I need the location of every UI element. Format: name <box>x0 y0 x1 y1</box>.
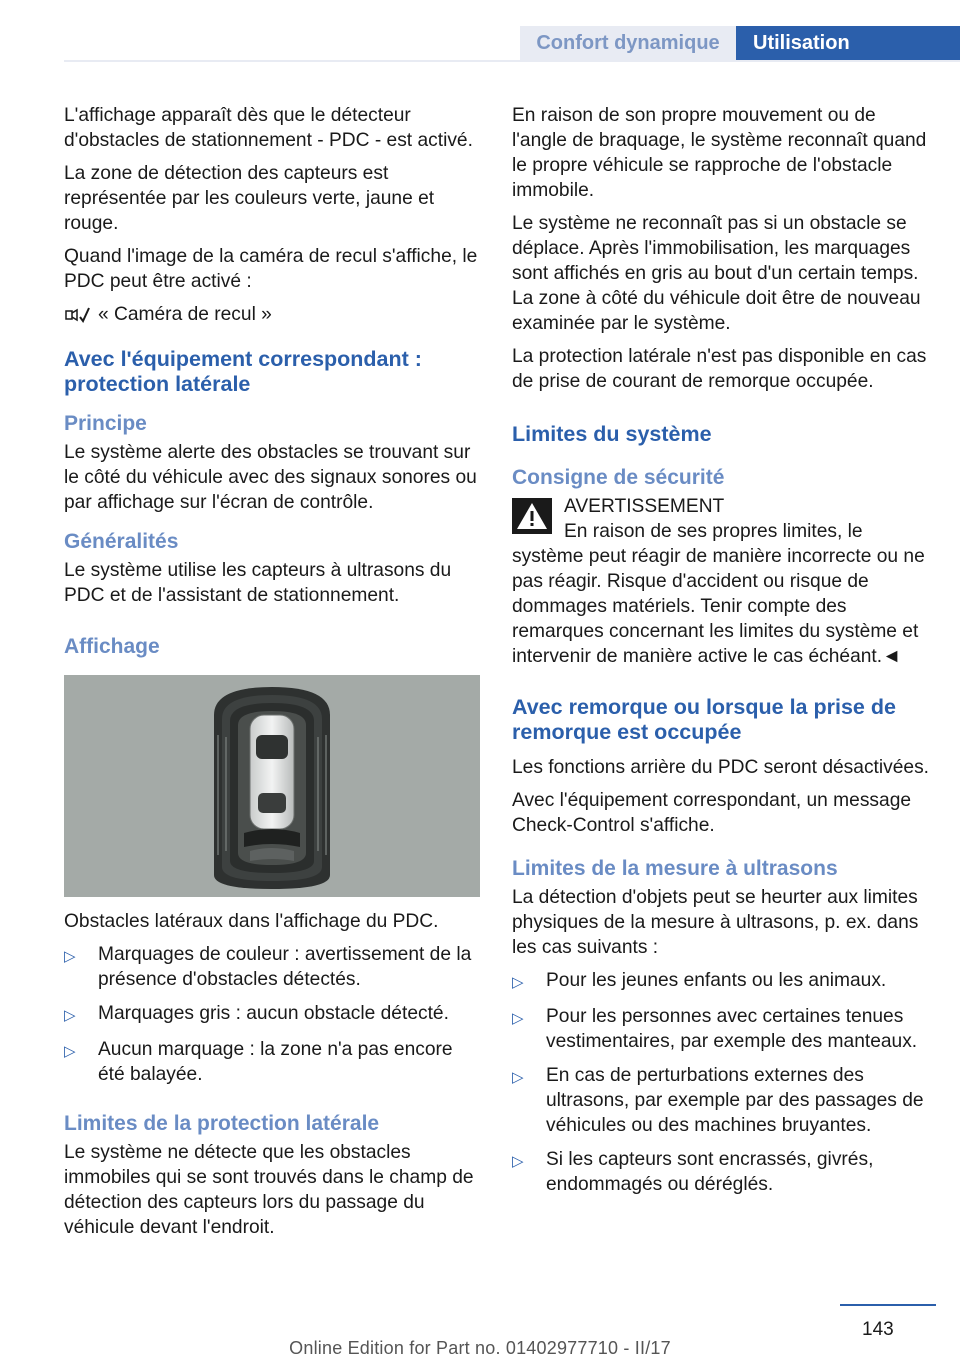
footer-divider <box>840 1304 936 1306</box>
heading-principe: Principe <box>64 412 147 435</box>
heading-protection: Avec l'équipement correspondant : protection latérale <box>64 347 422 396</box>
heading-remorque: Avec remorque ou lorsque la prise de remorque est occupée <box>512 695 896 744</box>
heading-limites: Limites du système <box>512 422 712 446</box>
list-item <box>64 1037 482 1087</box>
list-item-text: Marquages de couleur : avertissement de la présence d'obstacles détectés. <box>98 944 472 990</box>
right-column <box>512 103 934 1206</box>
figure-caption: Obstacles latéraux dans l'affichage du PDC. <box>64 911 439 932</box>
bullet-triangle-icon: ▷ <box>64 948 76 965</box>
heading-limites-protection: Limites de la protection latérale <box>64 1112 380 1135</box>
list-item <box>64 942 482 992</box>
list-item-text: Aucun marquage : la zone n'a pas encore été balayée. <box>98 1039 453 1085</box>
warning-triangle-icon <box>512 498 552 534</box>
heading-generalites: Généralités <box>64 530 179 553</box>
paragraph: En raison de son propre mouvement ou de l'angle de braquage, le système reconnaît quand le propre véhicule se rapproche de l'obstacle immobile. <box>512 105 927 201</box>
list-item <box>512 1004 934 1054</box>
list-item <box>512 1063 934 1138</box>
heading-consigne: Consigne de sécurité <box>512 466 725 489</box>
rear-camera-icon <box>64 305 90 325</box>
page-number: 143 <box>862 1319 894 1340</box>
paragraph: La détection d'objets peut se heurter aux limites physiques de la mesure à ultrasons, p. ex. dans les cas suivants : <box>512 887 919 958</box>
paragraph: Le système ne reconnaît pas si un obstacle se déplace. Après l'immobilisation, les marquages sont affichés en gris au bout d'un certain temps. La zone à côté du véhicule doit être de nouveau examinée par le système. <box>512 213 921 334</box>
paragraph: Le système alerte des obstacles se trouvant sur le côté du véhicule avec des signaux sonores ou par affichage sur l'écran de contrôle. <box>64 442 477 513</box>
list-item <box>512 968 934 995</box>
bullet-triangle-icon: ▷ <box>512 1153 524 1170</box>
heading-affichage: Affichage <box>64 635 160 658</box>
pdc-display-figure <box>64 675 480 897</box>
header-divider <box>64 60 960 62</box>
bullet-triangle-icon: ▷ <box>512 974 524 991</box>
paragraph: La protection latérale n'est pas disponible en cas de prise de courant de remorque occupée. <box>512 346 927 392</box>
camera-line <box>64 302 482 327</box>
list-item-text: Pour les personnes avec certaines tenues vestimentaires, par exemple des manteaux. <box>546 1006 918 1052</box>
paragraph: L'affichage apparaît dès que le détecteur d'obstacles de stationnement - PDC - est activé. <box>64 105 473 151</box>
left-column <box>64 103 482 1248</box>
paragraph: Le système ne détecte que les obstacles immobiles qui se sont trouvés dans le champ de détection des capteurs lors du passage du véhicule devant l'endroit. <box>64 1142 474 1238</box>
bullet-list <box>512 968 934 1197</box>
camera-label: « Caméra de recul » <box>98 304 272 325</box>
paragraph: Les fonctions arrière du PDC seront désactivées. <box>512 757 930 778</box>
bullet-triangle-icon: ▷ <box>64 1007 76 1024</box>
warning-text: En raison de ses propres limites, le système peut réagir de manière incorrecte ou ne pas réagir. Risque d'accident ou risque de dommages matériels. Tenir compte des remarques concernant les limites du système et intervenir de manière active le cas échéant.◄ <box>512 521 925 667</box>
paragraph: Avec l'équipement correspondant, un message Check-Control s'affiche. <box>512 790 912 836</box>
warning-title: AVERTISSEMENT <box>564 496 725 517</box>
list-item-text: En cas de perturbations externes des ultrasons, par exemple par des passages de véhicules ou des machines bruyantes. <box>546 1065 924 1136</box>
list-item-text: Pour les jeunes enfants ou les animaux. <box>546 970 887 991</box>
list-item <box>512 1147 934 1197</box>
section-tab: Confort dynamique <box>520 26 736 61</box>
paragraph: Quand l'image de la caméra de recul s'affiche, le PDC peut être activé : <box>64 246 478 292</box>
pdc-car-illustration <box>64 675 480 897</box>
warning-block <box>512 494 934 669</box>
paragraph: La zone de détection des capteurs est représentée par les couleurs verte, jaune et rouge. <box>64 163 435 234</box>
list-item-text: Si les capteurs sont encrassés, givrés, endommagés ou déréglés. <box>546 1149 874 1195</box>
list-item <box>64 1001 482 1028</box>
list-item-text: Marquages gris : aucun obstacle détecté. <box>98 1003 449 1024</box>
heading-ultrasons: Limites de la mesure à ultrasons <box>512 857 838 880</box>
bullet-triangle-icon: ▷ <box>512 1069 524 1086</box>
footer-edition: Online Edition for Part no. 01402977710 - II/17 <box>289 1338 671 1358</box>
bullet-triangle-icon: ▷ <box>64 1043 76 1060</box>
paragraph: Le système utilise les capteurs à ultrasons du PDC et de l'assistant de stationnement. <box>64 560 452 606</box>
bullet-triangle-icon: ▷ <box>512 1010 524 1027</box>
chapter-tab: Utilisation <box>736 26 960 61</box>
bullet-list <box>64 942 482 1087</box>
